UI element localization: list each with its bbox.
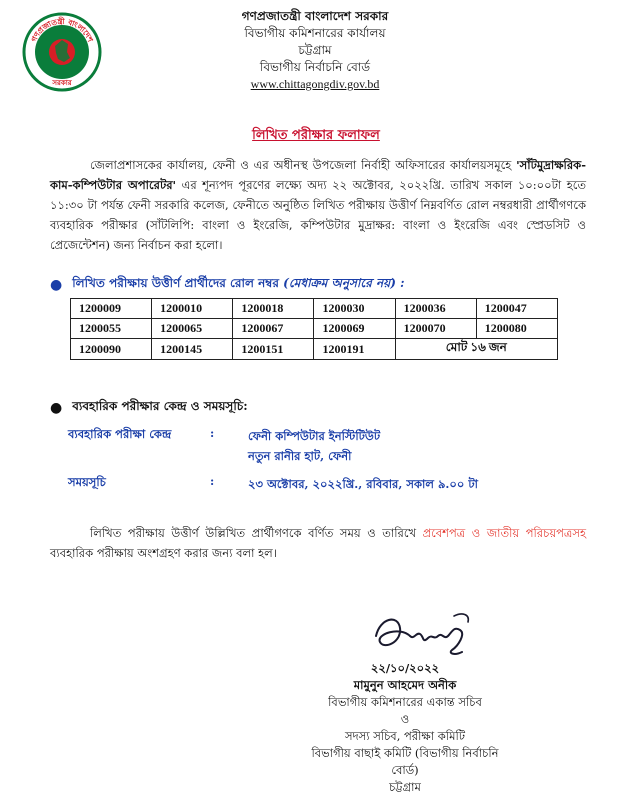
roll-number-table	[70, 298, 558, 360]
exam-center-name: ফেনী কম্পিউটার ইনস্টিটিউট	[248, 429, 381, 443]
logo-ring-text: গণপ্রজাতন্ত্রী বাংলাদেশ	[29, 16, 95, 44]
logo-bottom-text: সরকার	[52, 79, 72, 87]
roll-cell: 1200055	[71, 319, 152, 339]
schedule-value: ২৩ অক্টোবর, ২০২২খ্রি., রবিবার, সকাল ৯.০০ টা	[248, 477, 478, 491]
bullet-icon: ●	[50, 400, 63, 416]
signature-image	[370, 606, 480, 664]
roll-cell: 1200090	[71, 339, 152, 360]
roll-cell: 1200070	[395, 319, 476, 339]
roll-heading-text: লিখিত পরীক্ষায় উত্তীর্ণ প্রার্থীদের রোল নম্বর	[72, 276, 284, 290]
signatory-block	[300, 660, 510, 796]
exam-center-row	[68, 426, 588, 466]
table-row	[71, 319, 558, 339]
bullet-icon: ●	[50, 277, 63, 293]
practical-schedule	[68, 426, 588, 500]
colon: :	[210, 426, 215, 440]
instruction-text-1: লিখিত পরীক্ষায় উত্তীর্ণ উল্লিখিত প্রার্থীগণকে বর্ণিত সময় ও তারিখে	[90, 526, 423, 540]
roll-cell: 1200036	[395, 299, 476, 319]
header-website-link[interactable]: www.chittagongdiv.gov.bd	[250, 77, 380, 91]
roll-cell: 1200018	[233, 299, 314, 319]
intro-text-2: এর শূন্যপদ পূরণের লক্ষ্যে অদ্য ২২ অক্টোবর, ২০২২খ্রি. তারিখ সকাল ১০:০০টা হতে ১১:৩০ টা পর্যন্ত ফেনী সরকারি কলেজ, ফেনীতে অনুষ্ঠিত লিখিত পরীক্ষায় উত্তীর্ণ নিম্নবর্ণিত রোল নম্বরধারী প্রার্থীগণকে ব্যবহারিক পরীক্ষার (সাঁটলিপি: বাংলা ও ইংরেজি, কম্পিউটার মুদ্রাক্ষর: বাংলা ও ইংরেজি এবং স্প্রেডসিট ও প্রেজেন্টেশন) জন্য নির্বাচন করা হলো।	[50, 178, 586, 252]
page-title: লিখিত পরীক্ষার ফলাফল	[252, 128, 380, 143]
post-name: 'সাঁটমুদ্রাক্ষরিক-কাম-কম্পিউটার অপারেটর'	[50, 158, 586, 192]
table-row	[71, 299, 558, 319]
intro-paragraph	[50, 155, 586, 255]
intro-text-1: জেলাপ্রশাসকের কার্যালয়, ফেনী ও এর অধীনস্থ উপজেলা নির্বাহী অফিসারের কার্যালয়সমূহে	[90, 158, 517, 172]
signatory-and: ও	[400, 712, 410, 726]
signatory-designation-3: বিভাগীয় বাছাই কমিটি (বিভাগীয় নির্বাচনি বোর্ড)	[311, 746, 499, 777]
roll-cell: 1200065	[152, 319, 233, 339]
government-seal-logo	[22, 12, 102, 92]
header-board: বিভাগীয় নির্বাচনি বোর্ড	[259, 60, 371, 74]
signatory-designation-2: সদস্য সচিব, পরীক্ষা কমিটি	[344, 729, 466, 743]
table-row	[71, 339, 558, 360]
signatory-name: মামুনুন আহমেদ অনীক	[353, 678, 457, 692]
roll-cell: 1200151	[233, 339, 314, 360]
roll-heading-note: (মেধাক্রম অনুসারে নয়) :	[283, 276, 405, 290]
roll-cell: 1200047	[476, 299, 557, 319]
roll-cell: 1200191	[314, 339, 395, 360]
header-office: বিভাগীয় কমিশনারের কার্যালয়	[244, 26, 386, 40]
roll-cell: 1200145	[152, 339, 233, 360]
roll-cell: 1200080	[476, 319, 557, 339]
header-city: চট্টগ্রাম	[298, 43, 332, 57]
exam-center-address: নতুন রানীর হাট, ফেনী	[248, 449, 352, 463]
instruction-text-2: ব্যবহারিক পরীক্ষায় অংশগ্রহণ করার জন্য বলা হল।	[50, 546, 277, 560]
signature-date: ২২/১০/২০২২	[370, 661, 440, 675]
schedule-label: সময়সূচি	[68, 475, 106, 489]
practical-heading-text: ব্যবহারিক পরীক্ষার কেন্দ্র ও সময়সূচি:	[72, 399, 248, 413]
colon: :	[210, 474, 215, 488]
roll-heading	[50, 275, 405, 295]
exam-center-label: ব্যবহারিক পরীক্ষা কেন্দ্র	[68, 427, 172, 441]
roll-cell: 1200010	[152, 299, 233, 319]
header-government: গণপ্রজাতন্ত্রী বাংলাদেশ সরকার	[241, 9, 389, 23]
schedule-row	[68, 474, 588, 494]
office-header	[200, 8, 430, 93]
roll-cell: 1200030	[314, 299, 395, 319]
signatory-place: চট্টগ্রাম	[389, 780, 421, 794]
roll-cell: 1200067	[233, 319, 314, 339]
practical-heading	[50, 398, 248, 418]
total-count-cell: মোট ১৬ জন	[395, 339, 557, 360]
roll-cell: 1200009	[71, 299, 152, 319]
instruction-paragraph	[50, 523, 586, 563]
signatory-designation-1: বিভাগীয় কমিশনারের একান্ত সচিব	[328, 695, 482, 709]
required-documents: প্রবেশপত্র ও জাতীয় পরিচয়পত্রসহ	[422, 526, 586, 540]
roll-cell: 1200069	[314, 319, 395, 339]
